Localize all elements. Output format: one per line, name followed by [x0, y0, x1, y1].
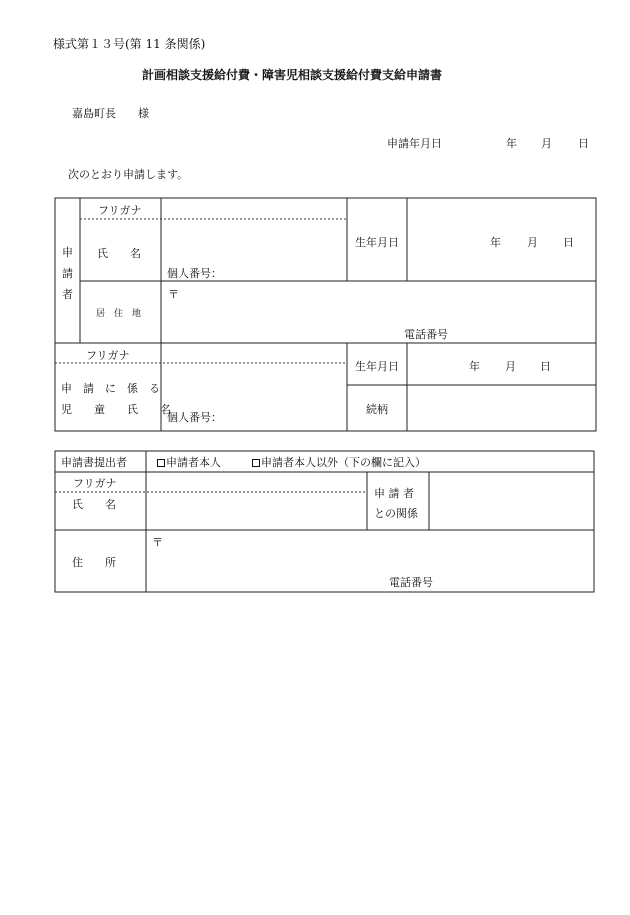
applicant-label-3: 者 — [62, 288, 73, 301]
option-other-label: 申請者本人以外（下の欄に記入） — [261, 456, 426, 469]
applicant-label-2: 請 — [62, 267, 73, 280]
submitter-phone-label: 電話番号 — [389, 576, 433, 589]
child-birthdate-label: 生年月日 — [355, 360, 399, 373]
form-number: 様式第１３号(第 11 条関係) — [53, 37, 206, 51]
applicant-birth-day: 日 — [563, 236, 574, 249]
child-personal-number-label: 個人番号： — [167, 411, 222, 424]
relation-label-line2: との関係 — [374, 507, 418, 520]
submitter-name-label: 氏 名 — [72, 498, 116, 511]
applicant-furigana-label: フリガナ — [98, 204, 142, 217]
applicant-postal-mark: 〒 — [168, 288, 179, 301]
application-date-month: 月 — [541, 137, 552, 150]
intro-text: 次のとおり申請します。 — [68, 168, 189, 181]
checkbox-self[interactable] — [157, 459, 165, 467]
submitter-furigana-label: フリガナ — [73, 477, 117, 490]
child-birth-month: 月 — [505, 360, 516, 373]
relation-label-line1: 申 請 者 — [374, 487, 414, 500]
option-self[interactable] — [157, 457, 221, 468]
submitter-postal-mark: 〒 — [152, 536, 163, 549]
submitter-label: 申請書提出者 — [61, 456, 127, 469]
option-self-label: 申請者本人 — [166, 456, 221, 469]
addressee: 嘉島町長 様 — [72, 107, 149, 120]
child-birth-day: 日 — [540, 360, 551, 373]
child-birth-year: 年 — [469, 360, 480, 373]
applicant-personal-number-label: 個人番号： — [167, 267, 222, 280]
applicant-label-1: 申 — [62, 246, 73, 259]
applicant-birthdate-label: 生年月日 — [355, 236, 399, 249]
applicant-birth-year: 年 — [490, 236, 501, 249]
child-label-line1: 申 請 に 係 る — [61, 382, 160, 395]
application-date-year: 年 — [506, 137, 517, 150]
applicant-name-label: 氏 名 — [97, 247, 141, 260]
child-furigana-label: フリガナ — [86, 349, 130, 362]
option-other[interactable] — [252, 457, 426, 468]
application-date-day: 日 — [578, 137, 589, 150]
application-date-label: 申請年月日 — [387, 137, 442, 150]
relationship-label: 続柄 — [366, 403, 388, 416]
applicant-address-label: 居 住 地 — [96, 309, 142, 319]
checkbox-other[interactable] — [252, 459, 260, 467]
applicant-birth-month: 月 — [527, 236, 538, 249]
page-title: 計画相談支援給付費・障害児相談支援給付費支給申請書 — [142, 68, 443, 82]
applicant-phone-label: 電話番号 — [404, 328, 448, 341]
submitter-address-label: 住 所 — [72, 556, 116, 569]
child-label-line2: 児 童 氏 名 — [61, 403, 171, 416]
